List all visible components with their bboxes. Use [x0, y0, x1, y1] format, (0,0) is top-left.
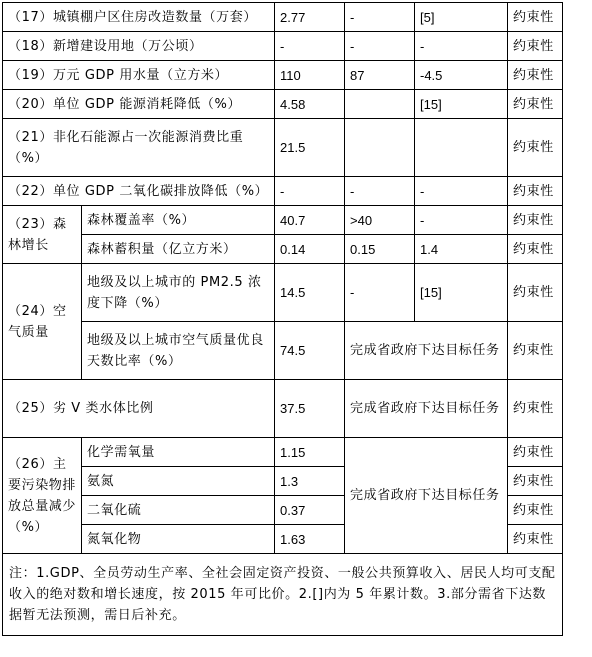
value-2020: 0.15	[345, 235, 415, 264]
attribute: 约束性	[508, 496, 563, 525]
value-2020: 87	[345, 61, 415, 90]
table-row-24a	[3, 264, 563, 322]
attribute: 约束性	[508, 177, 563, 206]
annual-growth: -4.5	[415, 61, 508, 90]
value-2015: 4.58	[275, 90, 345, 119]
value-2015: 14.5	[275, 264, 345, 322]
attribute: 约束性	[508, 264, 563, 322]
indicator-label: 化学需氧量	[82, 438, 275, 467]
value-2015: 37.5	[275, 380, 345, 438]
indicator-label: 二氧化硫	[82, 496, 275, 525]
attribute: 约束性	[508, 467, 563, 496]
table-row-17	[3, 3, 563, 32]
attribute: 约束性	[508, 322, 563, 380]
value-2015: 0.14	[275, 235, 345, 264]
table-row-20	[3, 90, 563, 119]
indicator-label: （22）单位 GDP 二氧化碳排放降低（%）	[3, 177, 275, 206]
table-note-row	[3, 554, 563, 636]
target-text: 完成省政府下达目标任务	[345, 380, 508, 438]
value-2020: -	[345, 32, 415, 61]
annual-growth: -	[415, 206, 508, 235]
attribute: 约束性	[508, 380, 563, 438]
indicator-label: 氮氧化物	[82, 525, 275, 554]
attribute: 约束性	[508, 119, 563, 177]
attribute: 约束性	[508, 32, 563, 61]
group-label-pollutants: （26）主要污染物排放总量减少（%）	[3, 438, 82, 554]
attribute: 约束性	[508, 206, 563, 235]
value-2020	[345, 90, 415, 119]
annual-growth	[415, 119, 508, 177]
indicator-label: （21）非化石能源占一次能源消费比重（%）	[3, 119, 275, 177]
value-2015: 74.5	[275, 322, 345, 380]
attribute: 约束性	[508, 61, 563, 90]
value-2020: -	[345, 177, 415, 206]
indicator-label: 地级及以上城市的 PM2.5 浓度下降（%）	[82, 264, 275, 322]
annual-growth: [15]	[415, 90, 508, 119]
indicator-label: 氨氮	[82, 467, 275, 496]
indicator-label: （19）万元 GDP 用水量（立方米）	[3, 61, 275, 90]
value-2020: -	[345, 3, 415, 32]
table-row-26a	[3, 438, 563, 467]
annual-growth: -	[415, 177, 508, 206]
attribute: 约束性	[508, 90, 563, 119]
value-2020: -	[345, 264, 415, 322]
target-text: 完成省政府下达目标任务	[345, 438, 508, 554]
value-2015: 1.15	[275, 438, 345, 467]
value-2020: >40	[345, 206, 415, 235]
footnote: 注：1.GDP、全员劳动生产率、全社会固定资产投资、一般公共预算收入、居民人均可支配收入的绝对数和增长速度，按 2015 年可比价。2.[]内为 5 年累计数。3.部分需省下达数据暂无法预测，需日后补充。	[3, 554, 563, 636]
value-2015: 0.37	[275, 496, 345, 525]
value-2015: 2.77	[275, 3, 345, 32]
target-text: 完成省政府下达目标任务	[345, 322, 508, 380]
indicator-label: （20）单位 GDP 能源消耗降低（%）	[3, 90, 275, 119]
annual-growth: -	[415, 32, 508, 61]
attribute: 约束性	[508, 235, 563, 264]
group-label-forest: （23）森林增长	[3, 206, 82, 264]
value-2015: 1.3	[275, 467, 345, 496]
indicator-label: （25）劣 V 类水体比例	[3, 380, 275, 438]
attribute: 约束性	[508, 438, 563, 467]
value-2020	[345, 119, 415, 177]
value-2015: -	[275, 32, 345, 61]
table-row-22	[3, 177, 563, 206]
annual-growth: [15]	[415, 264, 508, 322]
group-label-air: （24）空气质量	[3, 264, 82, 380]
indicator-label: （17）城镇棚户区住房改造数量（万套）	[3, 3, 275, 32]
attribute: 约束性	[508, 525, 563, 554]
table-row-18	[3, 32, 563, 61]
value-2015: -	[275, 177, 345, 206]
table-row-21	[3, 119, 563, 177]
indicator-label: 森林蓄积量（亿立方米）	[82, 235, 275, 264]
value-2015: 40.7	[275, 206, 345, 235]
annual-growth: 1.4	[415, 235, 508, 264]
value-2015: 1.63	[275, 525, 345, 554]
indicator-label: 森林覆盖率（%）	[82, 206, 275, 235]
indicator-label: （18）新增建设用地（万公顷）	[3, 32, 275, 61]
value-2015: 110	[275, 61, 345, 90]
table-row-19	[3, 61, 563, 90]
annual-growth: [5]	[415, 3, 508, 32]
indicator-table	[2, 2, 563, 636]
table-row-23a	[3, 206, 563, 235]
table-row-24b	[3, 322, 563, 380]
indicator-label: 地级及以上城市空气质量优良天数比率（%）	[82, 322, 275, 380]
table-row-25	[3, 380, 563, 438]
table-row-23b	[3, 235, 563, 264]
value-2015: 21.5	[275, 119, 345, 177]
attribute: 约束性	[508, 3, 563, 32]
